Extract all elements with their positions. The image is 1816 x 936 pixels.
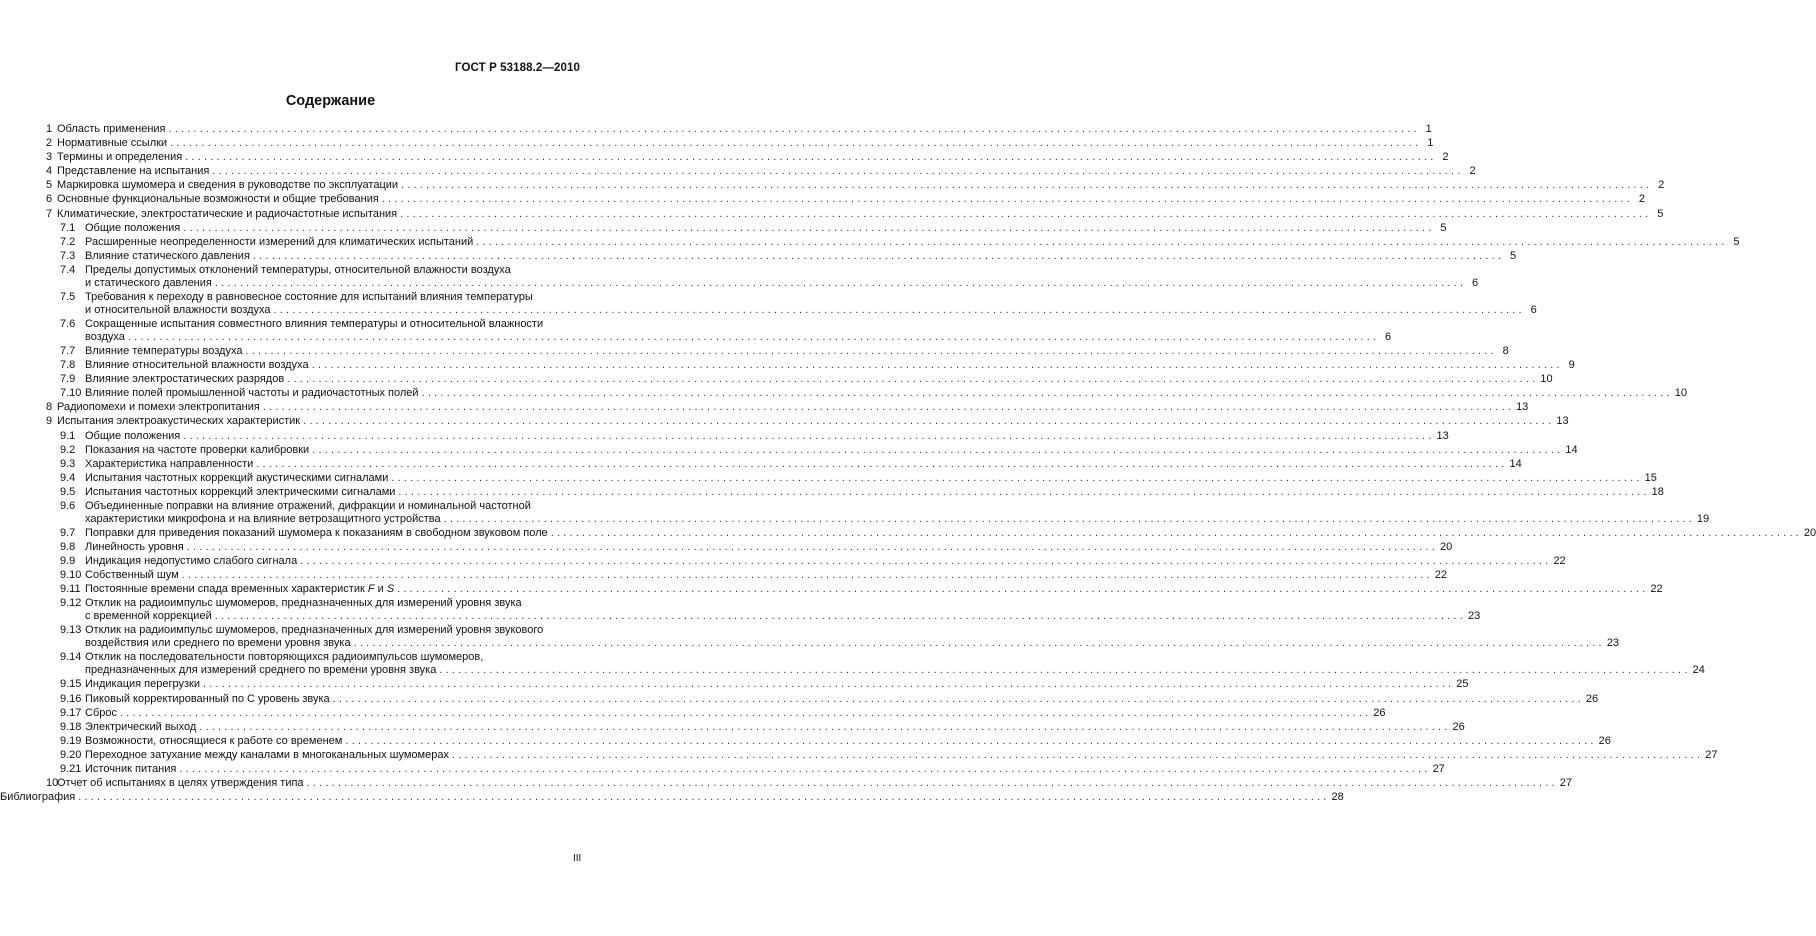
- toc-entry-title: Электрический выход: [85, 720, 197, 733]
- dot-leader: ........................................................................................................................................................................................................: [185, 151, 1437, 164]
- toc-entry-page: 1: [1425, 123, 1432, 135]
- dot-leader: ........................................................................................................................................................................................................: [476, 235, 1728, 248]
- toc-entry-page: 10: [1674, 387, 1688, 400]
- toc-entry-title: Собственный шум: [85, 569, 179, 582]
- toc-entry-title: характеристики микрофона и на влияние ветрозащитного устройства: [85, 512, 441, 525]
- dot-leader: ........................................................................................................................................................................................................: [300, 555, 1552, 568]
- toc-entry-title: Отчет об испытаниях в целях утверждения типа: [57, 777, 304, 790]
- toc-entry[interactable]: [47, 526, 1816, 541]
- dot-leader: ........................................................................................................................................................................................................: [170, 137, 1422, 150]
- toc-entry[interactable]: [47, 569, 1448, 583]
- toc-entry-title: Возможности, относящиеся к работе со временем: [85, 734, 343, 747]
- toc-entry-title: Область применения: [57, 123, 166, 135]
- toc-entry-number: 7.6: [60, 317, 76, 330]
- toc-entry-number: 6: [46, 193, 53, 206]
- toc-entry-number: 8: [46, 401, 53, 414]
- toc-entry-title: Испытания электроакустических характеристик: [57, 415, 301, 428]
- toc-entry-title: Общие положения: [85, 429, 181, 442]
- toc-entry-page: 2: [1658, 179, 1665, 192]
- toc-entry-title: Поправки для приведения показаний шумомера к показаниям в свободном звуковом поле: [85, 526, 548, 539]
- toc-entry[interactable]: [47, 235, 1740, 250]
- toc-entry[interactable]: [47, 541, 1453, 555]
- toc-entry-number: 9.2: [60, 443, 76, 456]
- dot-leader: ........................................................................................................................................................................................................: [345, 734, 1597, 747]
- dot-leader: ........................................................................................................................................................................................................: [256, 457, 1508, 470]
- dot-leader: ........................................................................................................................................................................................................: [168, 123, 1420, 135]
- toc-entry[interactable]: [47, 678, 1469, 692]
- toc-entry-page: 2: [1442, 151, 1449, 164]
- toc-entry-title: Индикация недопустимо слабого сигнала: [85, 555, 298, 568]
- toc-entry-number: 5: [46, 179, 53, 192]
- toc-entry-number: 7: [46, 207, 53, 220]
- toc-entry-title: Сброс: [85, 706, 117, 719]
- toc-entry-page: 14: [1565, 443, 1578, 456]
- dot-leader: ........................................................................................................................................................................................................: [400, 207, 1652, 220]
- toc-entry[interactable]: [47, 263, 1479, 291]
- toc-entry-title: предназначенных для измерений среднего по времени уровня звука: [85, 664, 437, 677]
- dot-leader: ........................................................................................................................................................................................................: [186, 541, 1438, 554]
- toc-entry[interactable]: [47, 471, 1657, 486]
- toc-entry[interactable]: [47, 720, 1465, 735]
- toc-entry-title: Влияние температуры воздуха: [85, 344, 243, 357]
- toc-entry-number: 9.1: [60, 429, 76, 442]
- dot-leader: ........................................................................................................................................................................................................: [550, 526, 1802, 539]
- toc-entry-page: 2: [1638, 193, 1646, 206]
- toc-entry-title: Испытания частотных коррекций электрическими сигналами: [85, 485, 396, 498]
- toc-entry-number: 7.4: [60, 263, 76, 276]
- dot-leader: ........................................................................................................................................................................................................: [421, 387, 1673, 400]
- toc-entry-title: воздуха: [85, 330, 125, 343]
- toc-entry[interactable]: [47, 443, 1578, 458]
- toc-entry[interactable]: [0, 791, 1344, 805]
- toc-entry-number: 9.13: [60, 624, 82, 637]
- dot-leader: ........................................................................................................................................................................................................: [332, 692, 1584, 705]
- toc-entry[interactable]: [47, 429, 1449, 444]
- toc-entry-title: и относительной влажности воздуха: [85, 303, 271, 316]
- table-of-contents: [0, 123, 1816, 805]
- dot-leader: ........................................................................................................................................................................................................: [119, 706, 1372, 719]
- toc-entry[interactable]: [47, 597, 1481, 624]
- toc-entry-number: 9.11: [60, 583, 81, 596]
- toc-entry-number: 9: [46, 415, 53, 428]
- toc-entry-page: 10: [1540, 373, 1553, 386]
- toc-entry-number: 9.14: [60, 651, 82, 664]
- dot-leader: ........................................................................................................................................................................................................: [183, 221, 1435, 234]
- toc-entry-title: Показания на частоте проверки калибровки: [85, 443, 310, 456]
- toc-entry-page: 9: [1568, 359, 1575, 372]
- toc-entry-number: 7.9: [60, 373, 76, 386]
- toc-entry-page: 28: [1331, 791, 1344, 804]
- dot-leader: ........................................................................................................................................................................................................: [199, 720, 1451, 733]
- toc-entry-number: 10: [46, 777, 59, 790]
- toc-entry-title: Расширенные неопределенности измерений для климатических испытаний: [85, 235, 474, 248]
- toc-entry-title: Влияние статического давления: [85, 249, 250, 262]
- dot-leader: ........................................................................................................................................................................................................: [391, 471, 1643, 484]
- toc-entry[interactable]: [46, 193, 1646, 207]
- toc-entry[interactable]: [47, 692, 1599, 707]
- toc-entry-title-line: Отклик на радиоимпульс шумомеров, предназначенных для измерений уровня звукового: [85, 624, 544, 637]
- toc-entry[interactable]: [46, 179, 1665, 193]
- toc-entry-number: 9.12: [60, 597, 82, 610]
- toc-entry-number: 9.9: [60, 555, 76, 568]
- toc-entry[interactable]: [47, 763, 1445, 777]
- dot-leader: ........................................................................................................................................................................................................: [252, 249, 1505, 262]
- toc-entry-title: Источник питания: [85, 763, 177, 775]
- dot-leader: ........................................................................................................................................................................................................: [381, 193, 1634, 206]
- toc-entry-page: 6: [1385, 330, 1392, 343]
- toc-entry-number: 4: [46, 165, 53, 178]
- toc-entry-title: с временной коррекцией: [85, 610, 212, 623]
- toc-entry-page: 13: [1436, 429, 1449, 442]
- toc-entry-page: 5: [1510, 249, 1517, 262]
- toc-entry-page: 22: [1553, 555, 1566, 568]
- toc-entry-page: 25: [1456, 678, 1469, 691]
- toc-entry-title: Радиопомехи и помехи электропитания: [57, 401, 260, 414]
- toc-entry-title: воздействия или среднего по времени уровня звука: [85, 637, 351, 650]
- toc-entry-title: Индикация перегрузки: [85, 678, 200, 691]
- toc-entry-page: 26: [1373, 706, 1386, 719]
- toc-entry-title-line: Пределы допустимых отклонений температуры, относительной влажности воздуха: [85, 263, 511, 276]
- toc-entry-title-line: Сокращенные испытания совместного влияния температуры и относительной влажности: [85, 317, 544, 330]
- toc-entry-title: Влияние электростатических разрядов: [85, 373, 285, 386]
- toc-entry-page: 23: [1606, 637, 1620, 650]
- toc-entry-title: и статического давления: [85, 276, 212, 289]
- toc-entry-number: 9.7: [60, 526, 76, 539]
- toc-entry-number: 7.2: [60, 235, 76, 248]
- toc-entry-page: 23: [1467, 610, 1481, 623]
- toc-entry[interactable]: [46, 401, 1529, 415]
- toc-entry[interactable]: [46, 165, 1476, 179]
- toc-entry[interactable]: [47, 651, 1705, 678]
- toc-entry[interactable]: [46, 137, 1434, 151]
- toc-entry-title: Климатические, электростатические и радиочастотные испытания: [57, 207, 398, 220]
- toc-entry-title: Библиография: [0, 791, 76, 804]
- toc-entry-title: Линейность уровня: [85, 541, 184, 554]
- dot-leader: ........................................................................................................................................................................................................: [212, 165, 1464, 178]
- dot-leader: ........................................................................................................................................................................................................: [303, 415, 1555, 428]
- toc-entry[interactable]: [47, 583, 1663, 597]
- toc-entry[interactable]: [47, 221, 1447, 236]
- toc-entry[interactable]: [47, 387, 1688, 401]
- page-number: III: [573, 853, 582, 864]
- toc-entry-title: Маркировка шумомера и сведения в руководстве по эксплуатации: [57, 179, 399, 192]
- toc-entry-page: 14: [1509, 457, 1522, 470]
- dot-leader: ........................................................................................................................................................................................................: [214, 276, 1467, 289]
- dot-leader: ........................................................................................................................................................................................................: [262, 401, 1515, 414]
- dot-leader: ........................................................................................................................................................................................................: [179, 763, 1431, 775]
- dot-leader: ........................................................................................................................................................................................................: [443, 512, 1695, 525]
- toc-entry-title: Переходное затухание между каналами в многоканальных шумомерах: [85, 748, 449, 761]
- toc-entry[interactable]: [46, 207, 1664, 222]
- toc-entry-title: Постоянные времени спада временных характеристик F и S: [85, 583, 395, 596]
- toc-entry-title: Влияние относительной влажности воздуха: [85, 359, 309, 372]
- toc-entry-title: Нормативные ссылки: [57, 137, 168, 150]
- toc-entry-title: Представление на испытания: [57, 165, 210, 178]
- dot-leader: ........................................................................................................................................................................................................: [78, 791, 1330, 804]
- dot-leader: ........................................................................................................................................................................................................: [273, 303, 1525, 316]
- toc-entry-page: 22: [1434, 569, 1448, 582]
- toc-entry-title-line: Объединенные поправки на влияние отражений, дифракции и номинальной частотной: [85, 499, 531, 512]
- toc-entry-page: 5: [1657, 207, 1664, 220]
- toc-entry-number: 9.6: [60, 499, 76, 512]
- toc-entry-title: Основные функциональные возможности и общие требования: [57, 193, 379, 206]
- toc-entry-page: 19: [1696, 512, 1710, 525]
- toc-entry[interactable]: [47, 359, 1575, 373]
- toc-entry[interactable]: [47, 344, 1509, 359]
- dot-leader: ........................................................................................................................................................................................................: [127, 330, 1380, 343]
- toc-entry-page: 2: [1469, 165, 1476, 178]
- toc-entry-number: 9.17: [60, 706, 82, 719]
- dot-leader: ........................................................................................................................................................................................................: [245, 344, 1497, 357]
- toc-entry[interactable]: [47, 555, 1566, 569]
- toc-entry-number: 9.16: [60, 692, 82, 705]
- toc-entry-page: 13: [1556, 415, 1569, 428]
- toc-entry-page: 18: [1651, 485, 1664, 498]
- toc-entry[interactable]: [47, 499, 1710, 527]
- dot-leader: ........................................................................................................................................................................................................: [397, 583, 1649, 596]
- toc-entry-page: 24: [1692, 664, 1705, 677]
- toc-entry-page: 15: [1644, 471, 1657, 484]
- toc-entry[interactable]: [47, 624, 1620, 651]
- toc-entry[interactable]: [47, 317, 1392, 345]
- toc-entry-page: 26: [1585, 692, 1599, 705]
- toc-entry-number: 7.8: [60, 359, 76, 372]
- toc-entry-page: 6: [1530, 303, 1537, 316]
- dot-leader: ........................................................................................................................................................................................................: [214, 610, 1466, 623]
- dot-leader: ........................................................................................................................................................................................................: [353, 637, 1605, 650]
- toc-entry-title-line: Отклик на последовательности повторяющихся радиоимпульсов шумомеров,: [85, 651, 484, 664]
- dot-leader: ........................................................................................................................................................................................................: [181, 569, 1433, 582]
- toc-entry-page: 20: [1439, 541, 1453, 554]
- dot-leader: ........................................................................................................................................................................................................: [306, 777, 1558, 790]
- dot-leader: ........................................................................................................................................................................................................: [312, 443, 1564, 456]
- toc-entry[interactable]: [47, 748, 1718, 763]
- toc-entry-number: 9.21: [60, 763, 82, 775]
- toc-entry-number: 7.3: [60, 249, 76, 262]
- page-title: Содержание: [285, 93, 376, 109]
- dot-leader: ........................................................................................................................................................................................................: [311, 359, 1563, 372]
- toc-entry[interactable]: [46, 123, 1432, 137]
- toc-entry-page: 6: [1471, 276, 1479, 289]
- toc-entry[interactable]: [47, 290, 1537, 318]
- toc-entry-page: 26: [1598, 734, 1611, 747]
- dot-leader: ........................................................................................................................................................................................................: [451, 748, 1704, 761]
- toc-entry-page: 27: [1432, 763, 1445, 775]
- toc-entry-number: 3: [46, 151, 53, 164]
- toc-entry-number: 9.20: [60, 748, 82, 761]
- dot-leader: ........................................................................................................................................................................................................: [287, 373, 1539, 386]
- toc-entry-number: 9.5: [60, 485, 76, 498]
- toc-entry-number: 9.15: [60, 678, 82, 691]
- toc-entry[interactable]: [47, 457, 1522, 472]
- toc-entry-page: 22: [1650, 583, 1663, 596]
- toc-entry-title: Термины и определения: [57, 151, 183, 164]
- toc-entry-number: 1: [46, 123, 53, 135]
- dot-leader: ........................................................................................................................................................................................................: [401, 179, 1653, 192]
- toc-entry-page: 8: [1502, 344, 1509, 357]
- dot-leader: ........................................................................................................................................................................................................: [183, 429, 1435, 442]
- toc-entry[interactable]: [46, 777, 1573, 791]
- toc-entry[interactable]: [47, 485, 1664, 500]
- dot-leader: ........................................................................................................................................................................................................: [398, 485, 1650, 498]
- toc-entry-title: Общие положения: [85, 221, 181, 234]
- toc-entry-number: 9.19: [60, 734, 82, 747]
- toc-entry[interactable]: [46, 415, 1569, 429]
- toc-entry-page: 20: [1803, 526, 1816, 539]
- toc-entry-page: 27: [1559, 777, 1573, 790]
- toc-entry-title: Характеристика направленности: [85, 457, 254, 470]
- toc-entry-title-line: Требования к переходу в равновесное состояние для испытаний влияния температуры: [85, 290, 533, 303]
- toc-entry-number: 9.10: [60, 569, 82, 582]
- toc-entry[interactable]: [47, 734, 1611, 749]
- toc-entry-title-line: Отклик на радиоимпульс шумомеров, предназначенных для измерений уровня звука: [85, 597, 522, 610]
- dot-leader: ........................................................................................................................................................................................................: [439, 664, 1691, 677]
- toc-entry[interactable]: [46, 151, 1449, 165]
- toc-entry-page: 1: [1427, 137, 1434, 150]
- toc-entry-number: 7.1: [60, 221, 76, 234]
- toc-entry-number: 9.18: [60, 720, 82, 733]
- toc-entry-title: Влияние полей промышленной частоты и радиочастотных полей: [85, 387, 419, 400]
- toc-entry[interactable]: [47, 249, 1517, 264]
- toc-entry-page: 13: [1516, 401, 1529, 414]
- toc-entry-number: 7.7: [60, 344, 76, 357]
- toc-entry-number: 2: [46, 137, 53, 150]
- toc-entry[interactable]: [47, 373, 1553, 387]
- toc-entry-number: 9.4: [60, 471, 76, 484]
- toc-entry-number: 7.5: [60, 290, 76, 303]
- toc-entry-page: 5: [1733, 235, 1740, 248]
- toc-entry[interactable]: [47, 706, 1386, 721]
- toc-entry-title: Пиковый корректированный по C уровень звука: [85, 692, 330, 705]
- toc-entry-number: 9.3: [60, 457, 76, 470]
- toc-entry-number: 9.8: [60, 541, 76, 554]
- toc-entry-page: 26: [1452, 720, 1465, 733]
- toc-entry-page: 5: [1440, 221, 1447, 234]
- document-code: ГОСТ Р 53188.2—2010: [455, 62, 580, 74]
- toc-entry-page: 27: [1705, 748, 1718, 761]
- toc-entry-number: 7.10: [60, 387, 82, 400]
- dot-leader: ........................................................................................................................................................................................................: [203, 678, 1455, 691]
- toc-entry-title: Испытания частотных коррекций акустическими сигналами: [85, 471, 389, 484]
